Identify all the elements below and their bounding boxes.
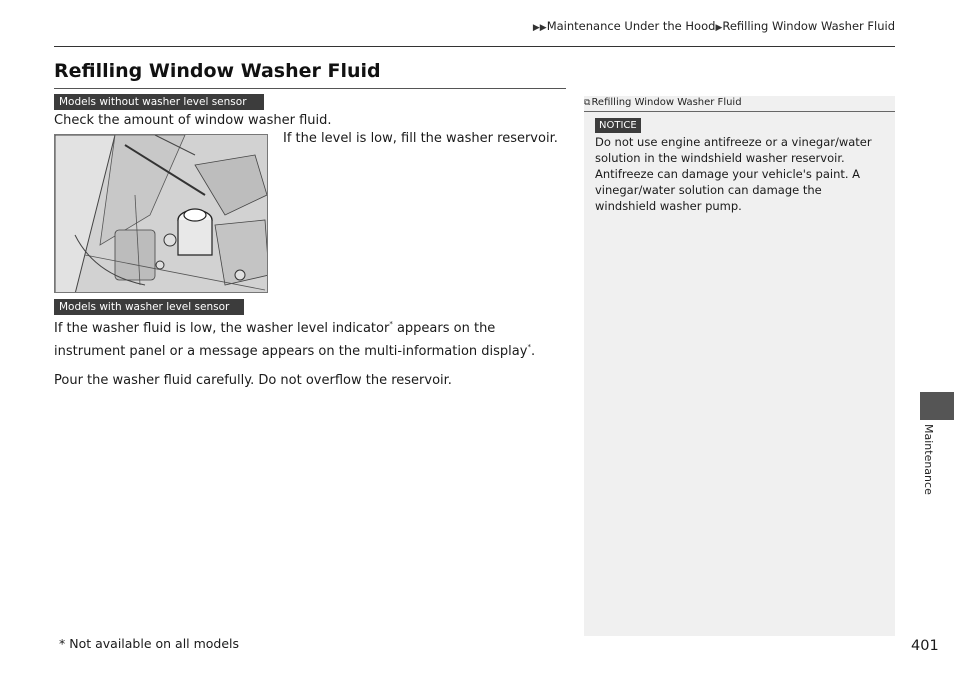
breadcrumb-current: Refilling Window Washer Fluid	[722, 19, 895, 33]
notice-text: Do not use engine antifreeze or a vinegar/water solution in the windshield washer reservoir. Antifreeze can damage your vehicle's paint. A vinegar/water solution can damage the windshield washer pump.	[595, 135, 872, 213]
footnote-marker: *	[389, 320, 393, 328]
models-with-sensor-tag: Models with washer level sensor	[54, 299, 244, 315]
page-title: Refilling Window Washer Fluid	[54, 60, 381, 82]
page-number: 401	[911, 638, 939, 654]
washer-reservoir-illustration	[54, 134, 268, 293]
notice-label: NOTICE	[595, 118, 641, 133]
reference-arrow-icon: ⧉	[584, 98, 591, 108]
chapter-tab-label: Maintenance	[922, 424, 935, 495]
triangle-icon: ▶	[715, 23, 723, 33]
washer-indicator-paragraph: If the washer fluid is low, the washer level indicator* appears on the instrument panel or a message appears on the multi-information display*.	[54, 320, 536, 359]
sidebar-divider	[584, 111, 895, 112]
footnote-marker: *	[527, 343, 531, 351]
footnote: * Not available on all models	[59, 636, 240, 651]
fill-reservoir-text: If the level is low, fill the washer reservoir.	[283, 131, 558, 146]
check-amount-text: Check the amount of window washer fluid.	[54, 113, 332, 128]
double-triangle-icon: ▶▶	[532, 23, 547, 33]
sidebar-heading: ⧉Refilling Window Washer Fluid	[584, 97, 742, 108]
breadcrumb	[533, 19, 895, 33]
models-without-sensor-tag: Models without washer level sensor	[54, 94, 264, 110]
breadcrumb-parent[interactable]: Maintenance Under the Hood	[546, 19, 716, 33]
chapter-tab[interactable]	[920, 392, 954, 420]
header-divider	[54, 46, 895, 47]
title-divider	[54, 88, 566, 89]
pour-carefully-text: Pour the washer fluid carefully. Do not overflow the reservoir.	[54, 373, 452, 388]
